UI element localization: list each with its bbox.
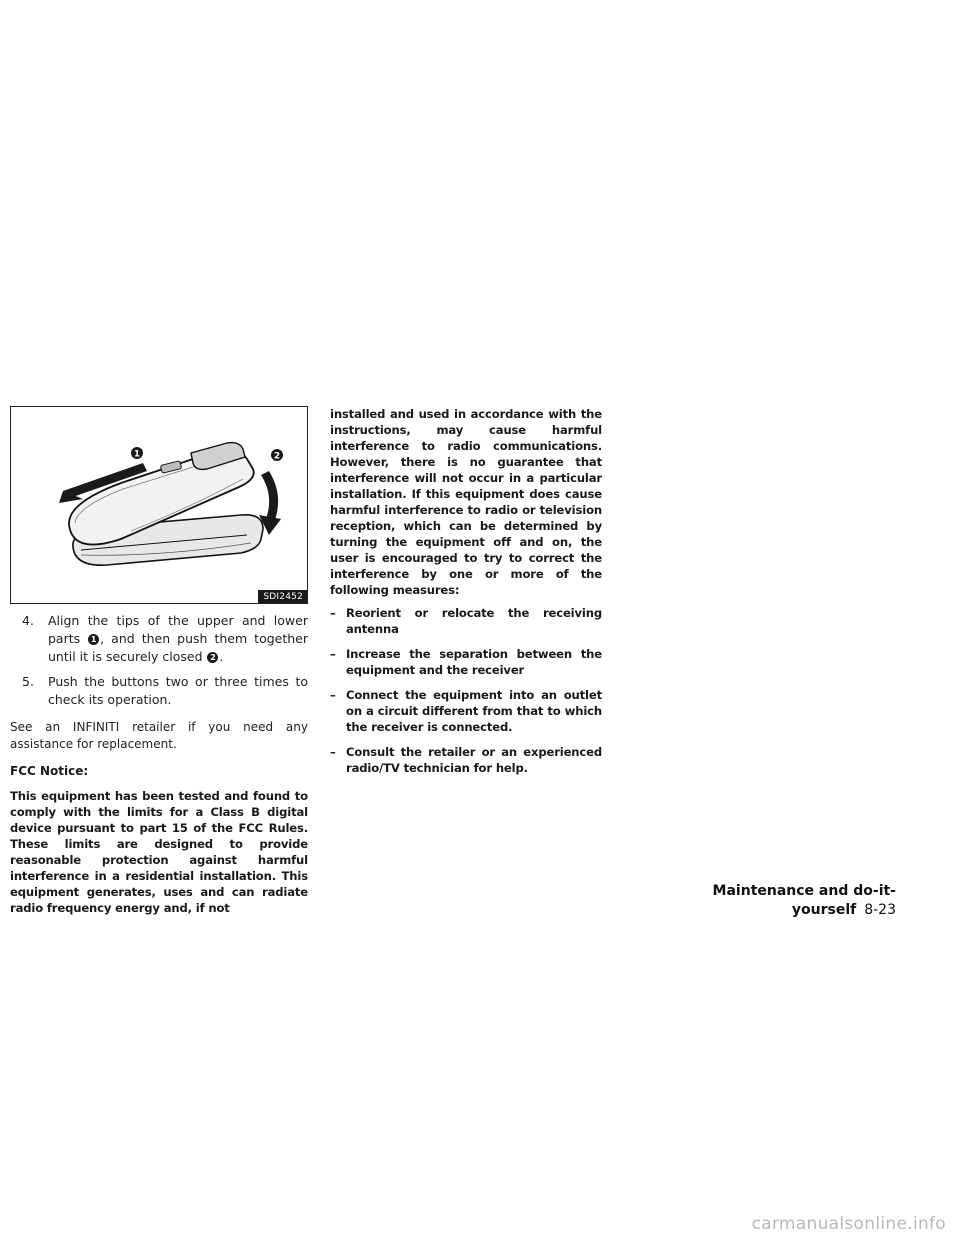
step-text: Align the tips of the upper and lower parts (48, 613, 308, 646)
figure-code: SDI2452 (258, 590, 307, 603)
section-title: Maintenance and do-it-yourself (712, 883, 896, 918)
page-number: 8-23 (864, 902, 896, 918)
measure-text: Connect the equipment into an outlet on a circuit different from that to which the receiver is connected. (346, 688, 602, 734)
measure-item: – Connect the equipment into an outlet on a circuit different from that to which the receiver is connected. (330, 688, 602, 734)
retailer-note: See an INFINITI retailer if you need any assistance for replacement. (10, 720, 308, 751)
step-number: 5. (22, 674, 34, 689)
key-fob-illustration (10, 406, 308, 604)
step-text: , and then push them together until it is securely closed (48, 631, 308, 664)
callout-2-label: 2 (273, 451, 281, 462)
callout-1-label: 1 (133, 449, 141, 460)
measure-item: – Consult the retailer or an experienced radio/TV technician for help. (330, 745, 602, 775)
watermark: carmanualsonline.info (751, 1214, 946, 1234)
fcc-heading: FCC Notice: (10, 764, 89, 778)
step-4 (10, 612, 308, 666)
measure-text: Reorient or relocate the receiving antenna (346, 606, 602, 636)
step-number: 4. (22, 613, 34, 628)
key-fob-drawing (11, 407, 307, 603)
step-text: Push the buttons two or three times to check its operation. (48, 674, 308, 707)
measure-item: – Increase the separation between the equipment and the receiver (330, 647, 602, 677)
step-5 (10, 673, 308, 709)
fcc-body-part1: This equipment has been tested and found to comply with the limits for a Class B digital device pursuant to part 15 of the FCC Rules. These limits are designed to provide reasonable protection against harmful interference in a residential installation. This equipment generates, uses and can radiate radio frequency energy and, if not (10, 789, 308, 915)
page-footer (650, 880, 896, 918)
measure-text: Consult the retailer or an experienced radio/TV technician for help. (346, 745, 602, 775)
right-column (330, 406, 602, 785)
fcc-body-part2: installed and used in accordance with the instructions, may cause harmful interference to radio communications. However, there is no guarantee that interference will not occur in a particular installation. If this equipment does cause harmful interference to radio or television reception, which can be determined by turning the equipment off and on, the user is encouraged to try to correct the interference by one or more of the following measures: (330, 407, 602, 597)
measure-item: – Reorient or relocate the receiving antenna (330, 606, 602, 636)
callout-1-marker: 1 (88, 634, 99, 645)
callout-2-marker: 2 (207, 652, 218, 663)
left-column (10, 612, 308, 916)
measure-text: Increase the separation between the equipment and the receiver (346, 647, 602, 677)
step-text: . (219, 649, 224, 664)
